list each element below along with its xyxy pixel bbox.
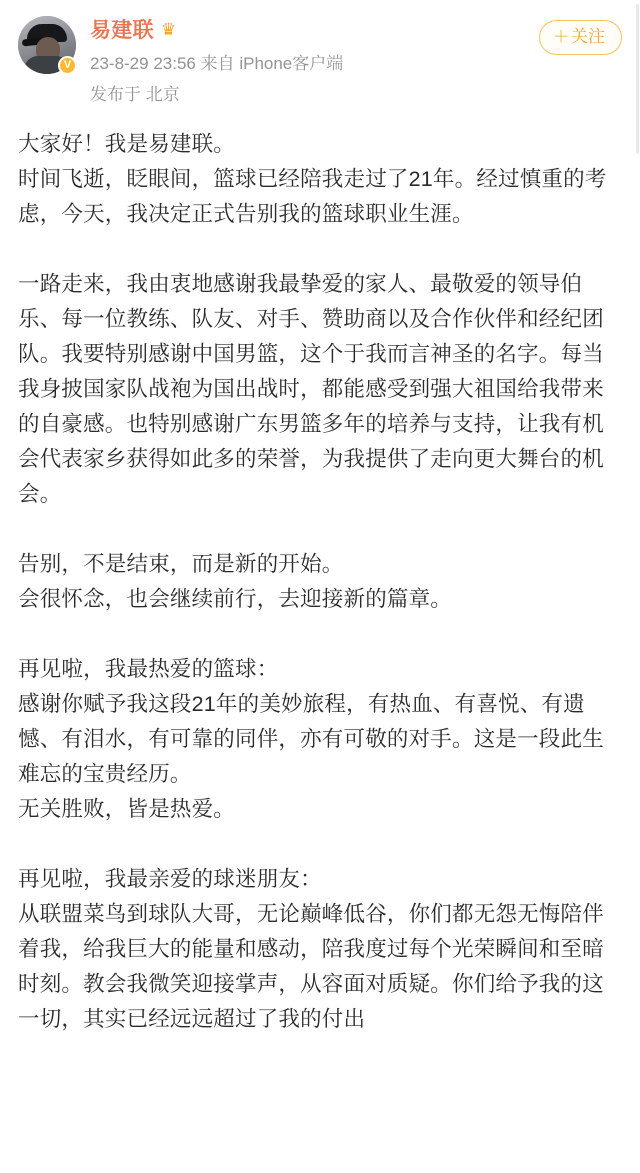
- post-source[interactable]: 来自 iPhone客户端: [200, 54, 344, 73]
- post-timestamp: 23-8-29 23:56: [90, 54, 196, 73]
- paragraph-spacer: [18, 827, 622, 862]
- avatar[interactable]: [18, 16, 76, 74]
- post-paragraph: 大家好！我是易建联。: [18, 132, 236, 156]
- post-paragraph: 再见啦，我最热爱的篮球：: [18, 657, 279, 681]
- content-fade-overlay: [0, 1147, 640, 1173]
- paragraph-spacer: [18, 232, 622, 267]
- post-paragraph: 从联盟菜鸟到球队大哥，无论巅峰低谷，你们都无怨无悔陪伴着我，给我巨大的能量和感动，陪我度过每个光荣瞬间和至暗时刻。教会我微笑迎接掌声，从容面对质疑。你们给予我的这一切，其实已经远远超过了我的付出: [18, 902, 604, 1031]
- post-header: [18, 14, 622, 105]
- post-paragraph: 再见啦，我最亲爱的球迷朋友：: [18, 867, 322, 891]
- paragraph-spacer: [18, 617, 622, 652]
- plus-icon: ＋: [552, 29, 569, 46]
- follow-button-label: 关注: [571, 27, 605, 46]
- post-location: 发布于 北京: [90, 85, 180, 104]
- post-body: [18, 127, 622, 1037]
- post-paragraph: 会很怀念，也会继续前行，去迎接新的篇章。: [18, 587, 453, 611]
- crown-icon: ♛: [160, 19, 177, 39]
- post-paragraph: 无关胜败，皆是热爱。: [18, 797, 236, 821]
- post-paragraph: 告别，不是结束，而是新的开始。: [18, 552, 344, 576]
- author-name[interactable]: 易建联: [90, 19, 154, 42]
- scrollbar[interactable]: [636, 4, 639, 154]
- post-paragraph: 时间飞逝，眨眼间，篮球已经陪我走过了21年。经过慎重的考虑，今天，我决定正式告别我的篮球职业生涯。: [18, 167, 607, 226]
- post-paragraph: 一路走来，我由衷地感谢我最挚爱的家人、最敬爱的领导伯乐、每一位教练、队友、对手、赞助商以及合作伙伴和经纪团队。我要特别感谢中国男篮，这个于我而言神圣的名字。每当我身披国家队战袍为国出战时，都能感受到强大祖国给我带来的自豪感。也特别感谢广东男篮多年的培养与支持，让我有机会代表家乡获得如此多的荣誉，为我提供了走向更大舞台的机会。: [18, 272, 604, 506]
- post-paragraph: 感谢你赋予我这段21年的美妙旅程，有热血、有喜悦、有遗憾、有泪水，有可靠的同伴，亦有可敬的对手。这是一段此生难忘的宝贵经历。: [18, 692, 604, 786]
- paragraph-spacer: [18, 512, 622, 547]
- follow-button[interactable]: [539, 20, 622, 55]
- post-time-row: [90, 49, 622, 74]
- verified-badge-icon: V: [58, 56, 77, 75]
